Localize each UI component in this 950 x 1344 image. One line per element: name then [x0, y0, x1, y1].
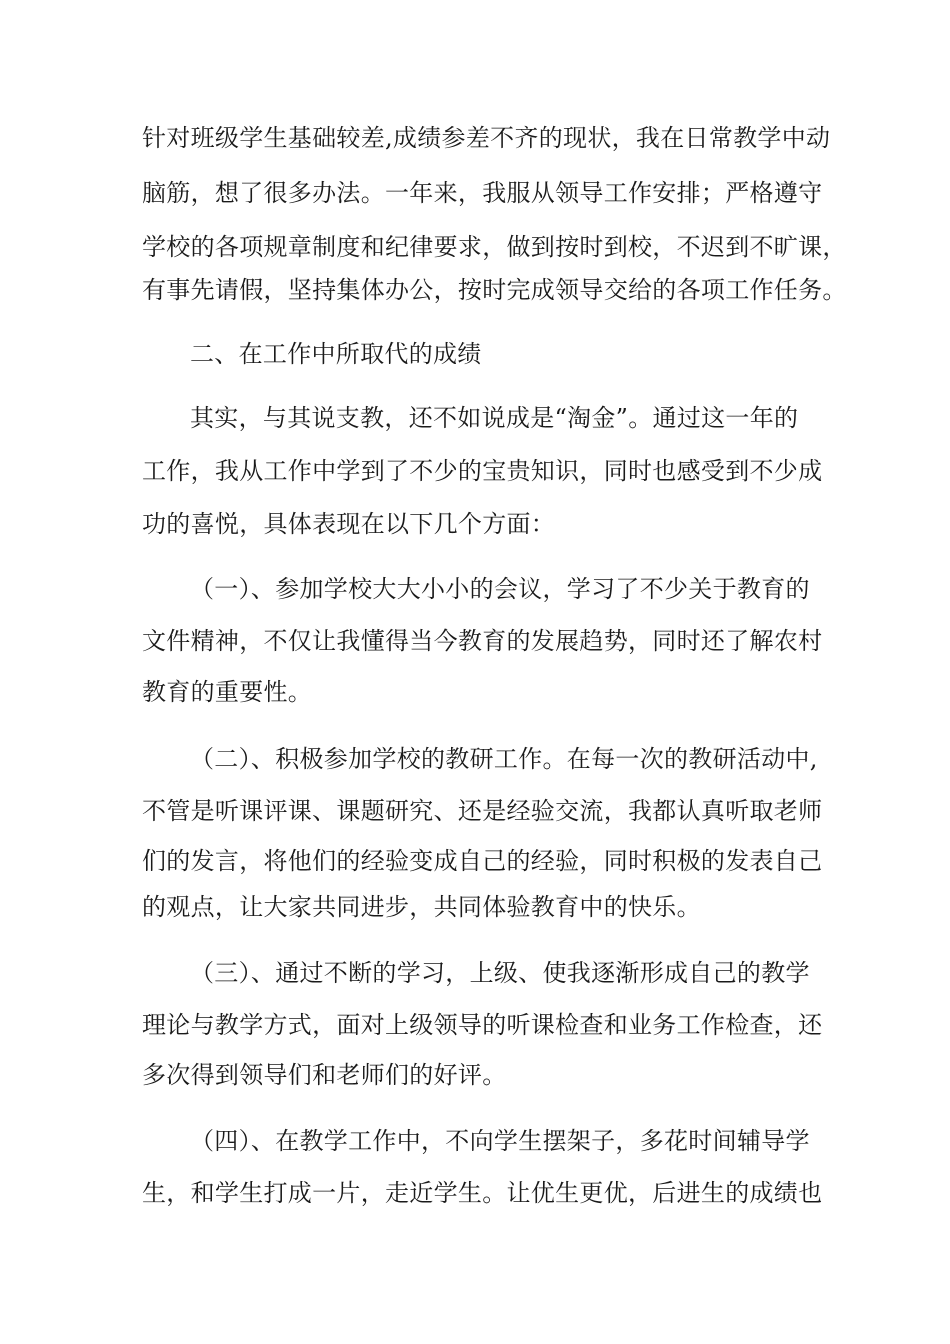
item-4-line-1: （四）、在教学工作中，不向学生摆架子，多花时间辅导学	[190, 1127, 810, 1155]
item-4-line-2: 生，和学生打成一片，走近学生。让优生更优，后进生的成绩也	[142, 1179, 823, 1207]
item-2-line-1: （二）、积极参加学校的教研工作。在每一次的教研活动中,	[190, 745, 818, 773]
item-3-line-1: （三）、通过不断的学习，上级、使我逐渐形成自己的教学	[190, 959, 810, 987]
paragraph-1-line-3: 学校的各项规章制度和纪律要求，做到按时到校，不迟到不旷课，	[142, 233, 847, 261]
item-1-line-2: 文件精神，不仅让我懂得当今教育的发展趋势，同时还了解农村	[142, 627, 823, 655]
paragraph-1-line-1: 针对班级学生基础较差,成绩参差不齐的现状，我在日常教学中动	[142, 124, 831, 152]
paragraph-2-line-2: 工作，我从工作中学到了不少的宝贵知识，同时也感受到不少成	[142, 457, 823, 485]
paragraph-2-line-1: 其实，与其说支教，还不如说成是“淘金”。通过这一年的	[190, 404, 799, 432]
item-1-line-1: （一）、参加学校大大小小的会议，学习了不少关于教育的	[190, 575, 810, 603]
item-1-line-3: 教育的重要性。	[142, 678, 313, 706]
paragraph-2-line-3: 功的喜悦，具体表现在以下几个方面：	[142, 510, 556, 538]
item-2-line-3: 们的发言，将他们的经验变成自己的经验，同时积极的发表自己	[142, 847, 823, 875]
item-2-line-2: 不管是听课评课、课题研究、还是经验交流，我都认真听取老师	[142, 797, 823, 825]
item-3-line-2: 理论与教学方式，面对上级领导的听课检查和业务工作检查，还	[142, 1011, 823, 1039]
paragraph-1-line-4: 有事先请假，坚持集体办公，按时完成领导交给的各项工作任务。	[142, 276, 847, 304]
item-3-line-3: 多次得到领导们和老师们的好评。	[142, 1061, 507, 1089]
paragraph-1-line-2: 脑筋，想了很多办法。一年来，我服从领导工作安排；严格遵守	[142, 179, 823, 207]
section-heading: 二、在工作中所取代的成绩	[190, 340, 482, 368]
item-2-line-4: 的观点，让大家共同进步，共同体验教育中的快乐。	[142, 893, 701, 921]
